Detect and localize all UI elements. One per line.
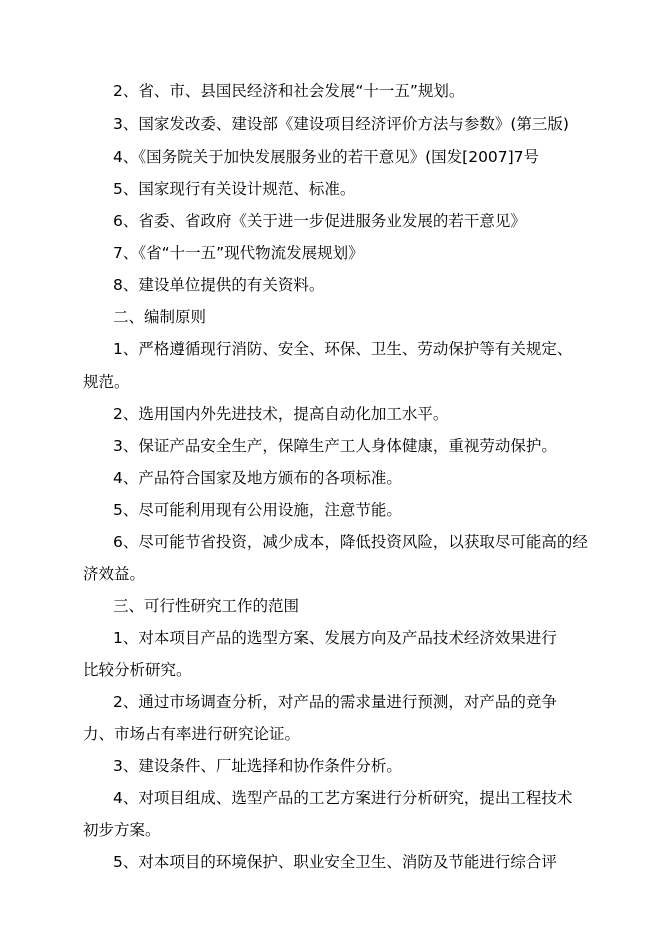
principle-item-6-cont: 济效益。 <box>83 565 146 583</box>
principle-item-3: 3、保证产品安全生产，保障生产工人身体健康，重视劳动保护。 <box>113 437 557 455</box>
basis-item-3: 3、国家发改委、建设部《建设项目经济评价方法与参数》(第三版) <box>113 115 569 133</box>
scope-item-1-cont: 比较分析研究。 <box>83 661 192 679</box>
basis-item-7: 7、《省“十一五”现代物流发展规划》 <box>113 244 364 262</box>
scope-item-2-cont: 力、市场占有率进行研究论证。 <box>83 725 301 743</box>
section-heading-scope: 三、可行性研究工作的范围 <box>113 597 300 615</box>
scope-item-1: 1、对本项目产品的选型方案、发展方向及产品技术经济效果进行 <box>113 629 557 647</box>
scope-item-3: 3、建设条件、厂址选择和协作条件分析。 <box>113 757 402 775</box>
principle-item-2: 2、选用国内外先进技术，提高自动化加工水平。 <box>113 405 449 423</box>
scope-item-5: 5、对本项目的环境保护、职业安全卫生、消防及节能进行综合评 <box>113 853 557 871</box>
principle-item-4: 4、产品符合国家及地方颁布的各项标准。 <box>113 469 402 487</box>
principle-item-6: 6、尽可能节省投资，减少成本，降低投资风险，以获取尽可能高的经 <box>113 533 588 551</box>
scope-item-4-cont: 初步方案。 <box>83 821 161 839</box>
principle-item-1-cont: 规范。 <box>83 373 130 391</box>
basis-item-2: 2、省、市、县国民经济和社会发展“十一五”规划。 <box>113 82 465 100</box>
basis-item-4: 4、《国务院关于加快发展服务业的若干意见》(国发[2007]7号 <box>113 148 540 166</box>
principle-item-1: 1、严格遵循现行消防、安全、环保、卫生、劳动保护等有关规定、 <box>113 340 573 358</box>
scope-item-2: 2、通过市场调查分析，对产品的需求量进行预测，对产品的竞争 <box>113 693 557 711</box>
section-heading-principles: 二、编制原则 <box>113 308 207 326</box>
basis-item-6: 6、省委、省政府《关于进一步促进服务业发展的若干意见》 <box>113 212 526 230</box>
scope-item-4: 4、对项目组成、选型产品的工艺方案进行分析研究，提出工程技术 <box>113 789 573 807</box>
principle-item-5: 5、尽可能利用现有公用设施，注意节能。 <box>113 501 402 519</box>
basis-item-5: 5、国家现行有关设计规范、标准。 <box>113 180 356 198</box>
basis-item-8: 8、建设单位提供的有关资料。 <box>113 276 325 294</box>
